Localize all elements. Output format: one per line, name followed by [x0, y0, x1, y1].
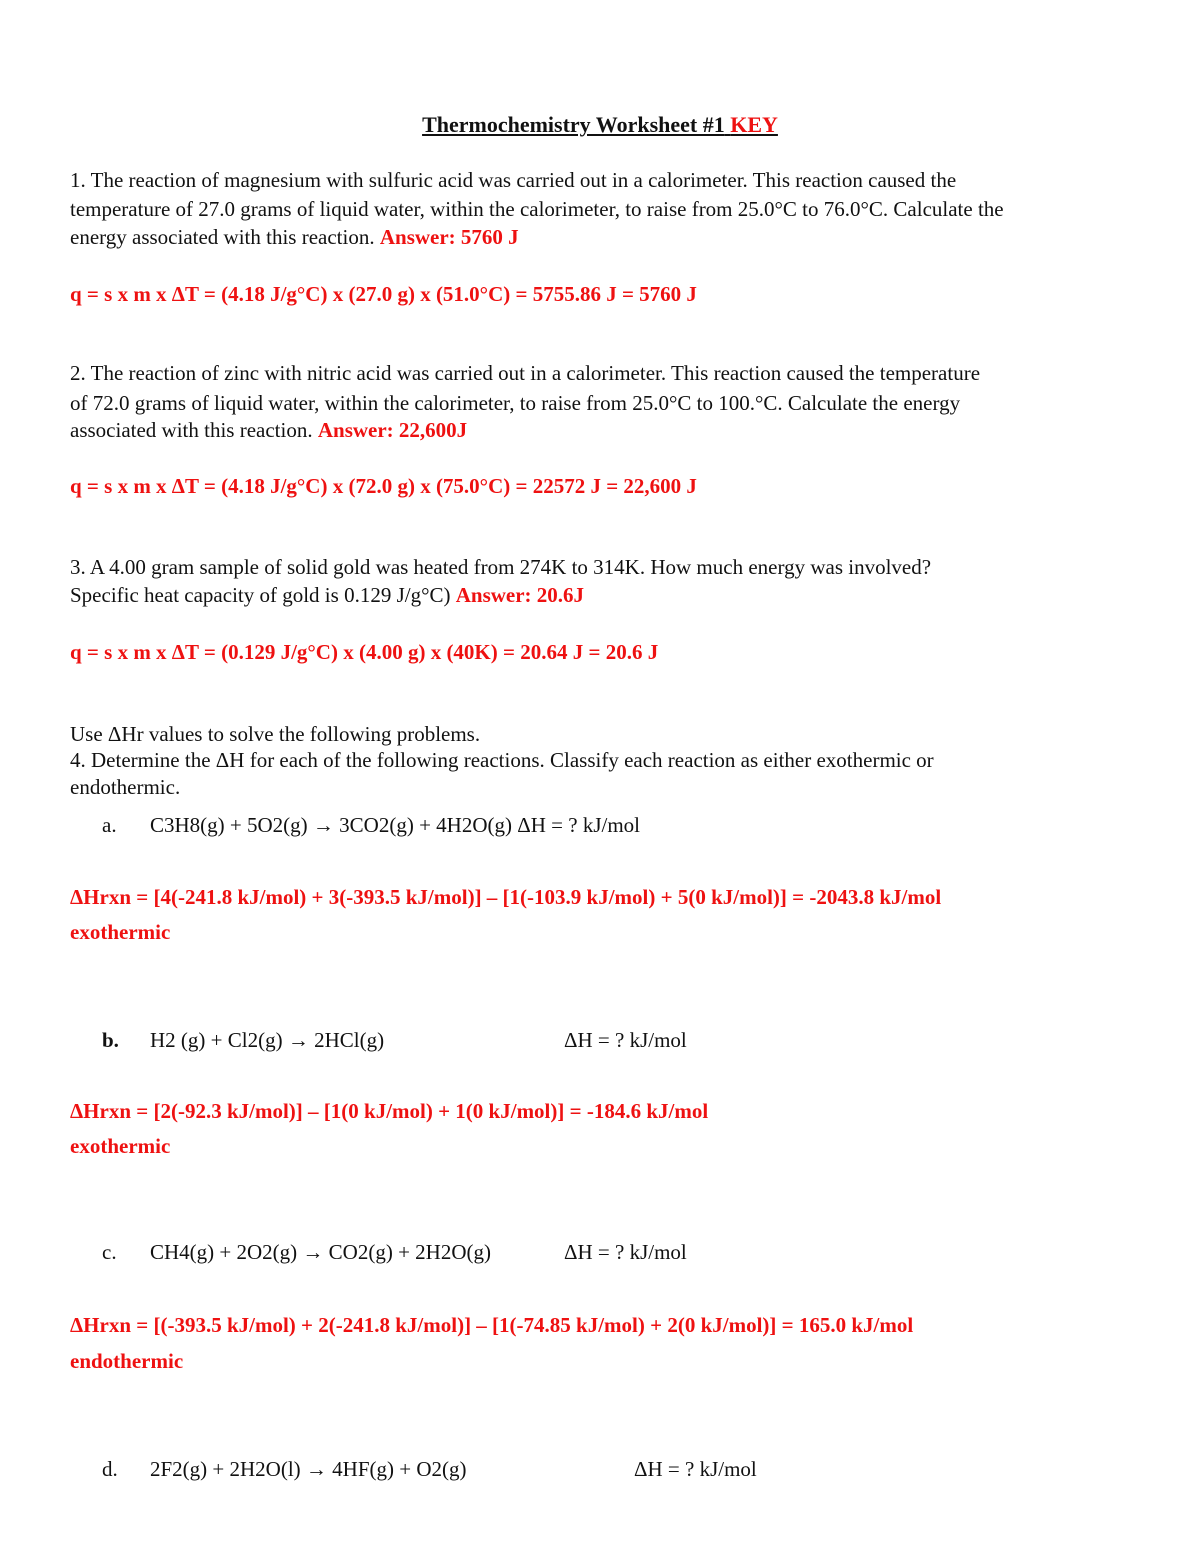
q3-answer: Answer: 20.6J — [455, 583, 585, 607]
q2-calculation: q = s x m x ΔT = (4.18 J/g°C) x (72.0 g) x (75.0°C) = 22572 J = 22,600 J — [70, 474, 697, 498]
part-c-label: c. — [102, 1240, 117, 1264]
q3-line-2 — [70, 581, 1130, 609]
part-a-type: exothermic — [70, 920, 171, 944]
part-a-dh: ΔH = ? kJ/mol — [517, 813, 640, 837]
part-a-label: a. — [102, 813, 117, 837]
q1-answer: Answer: 5760 J — [379, 225, 519, 249]
q2-line-2: of 72.0 grams of liquid water, within the calorimeter, to raise from 25.0°C to 100.°C. Calculate the energy — [70, 391, 961, 415]
part-a-row — [70, 811, 1130, 839]
q3-line-2-text: Specific heat capacity of gold is 0.129 J/g°C) — [70, 583, 451, 607]
q1-line-3 — [70, 223, 1130, 251]
q4-line-1: 4. Determine the ΔH for each of the following reactions. Classify each reaction as either exothermic or — [70, 748, 934, 772]
q1-line-2: temperature of 27.0 grams of liquid water, within the calorimeter, to raise from 25.0°C to 76.0°C. Calculate the — [70, 197, 1004, 221]
part-b-label: b. — [102, 1028, 119, 1052]
part-d-dh: ΔH = ? kJ/mol — [634, 1457, 757, 1481]
title-key: KEY — [730, 112, 778, 137]
part-b-solution: ΔHrxn = [2(-92.3 kJ/mol)] – [1(0 kJ/mol) + 1(0 kJ/mol)] = -184.6 kJ/mol — [70, 1099, 709, 1123]
part-d-reaction: 2F2(g) + 2H2O(l) → 4HF(g) + O2(g) — [150, 1457, 467, 1481]
instructions-line: Use ΔHr values to solve the following problems. — [70, 722, 481, 746]
part-b-type: exothermic — [70, 1134, 171, 1158]
part-c-reaction: CH4(g) + 2O2(g) → CO2(g) + 2H2O(g) — [150, 1240, 491, 1264]
q1-calculation: q = s x m x ΔT = (4.18 J/g°C) x (27.0 g) x (51.0°C) = 5755.86 J = 5760 J — [70, 282, 697, 306]
q3-line-1: 3. A 4.00 gram sample of solid gold was heated from 274K to 314K. How much energy was involved? — [70, 555, 932, 579]
part-d-label: d. — [102, 1457, 118, 1481]
part-b-row — [70, 1026, 1130, 1054]
part-b-dh: ΔH = ? kJ/mol — [564, 1028, 687, 1052]
part-b-reaction: H2 (g) + Cl2(g) → 2HCl(g) — [150, 1028, 385, 1052]
part-c-dh: ΔH = ? kJ/mol — [564, 1240, 687, 1264]
q1-line-1: 1. The reaction of magnesium with sulfuric acid was carried out in a calorimeter. This reaction caused the — [70, 168, 957, 192]
part-d-row — [70, 1455, 1130, 1483]
q2-answer: Answer: 22,600J — [317, 418, 468, 442]
part-a-solution: ΔHrxn = [4(-241.8 kJ/mol) + 3(-393.5 kJ/mol)] – [1(-103.9 kJ/mol) + 5(0 kJ/mol)] = -2043.8 kJ/mol — [70, 885, 942, 909]
title-main: Thermochemistry Worksheet #1 — [422, 112, 725, 137]
part-c-type: endothermic — [70, 1349, 184, 1373]
q1-line-3-text: energy associated with this reaction. — [70, 225, 375, 249]
q3-calculation: q = s x m x ΔT = (0.129 J/g°C) x (4.00 g) x (40K) = 20.64 J = 20.6 J — [70, 640, 659, 664]
worksheet-title — [0, 112, 1200, 138]
q2-line-3 — [70, 416, 1130, 444]
q4-line-2: endothermic. — [70, 775, 181, 799]
part-c-solution: ΔHrxn = [(-393.5 kJ/mol) + 2(-241.8 kJ/mol)] – [1(-74.85 kJ/mol) + 2(0 kJ/mol)] = 165.0 kJ/mol — [70, 1313, 914, 1337]
q2-line-3-text: associated with this reaction. — [70, 418, 313, 442]
part-c-row — [70, 1238, 1130, 1266]
q2-line-1: 2. The reaction of zinc with nitric acid was carried out in a calorimeter. This reaction caused the temperature — [70, 361, 981, 385]
part-a-reaction: C3H8(g) + 5O2(g) → 3CO2(g) + 4H2O(g) — [150, 813, 512, 837]
